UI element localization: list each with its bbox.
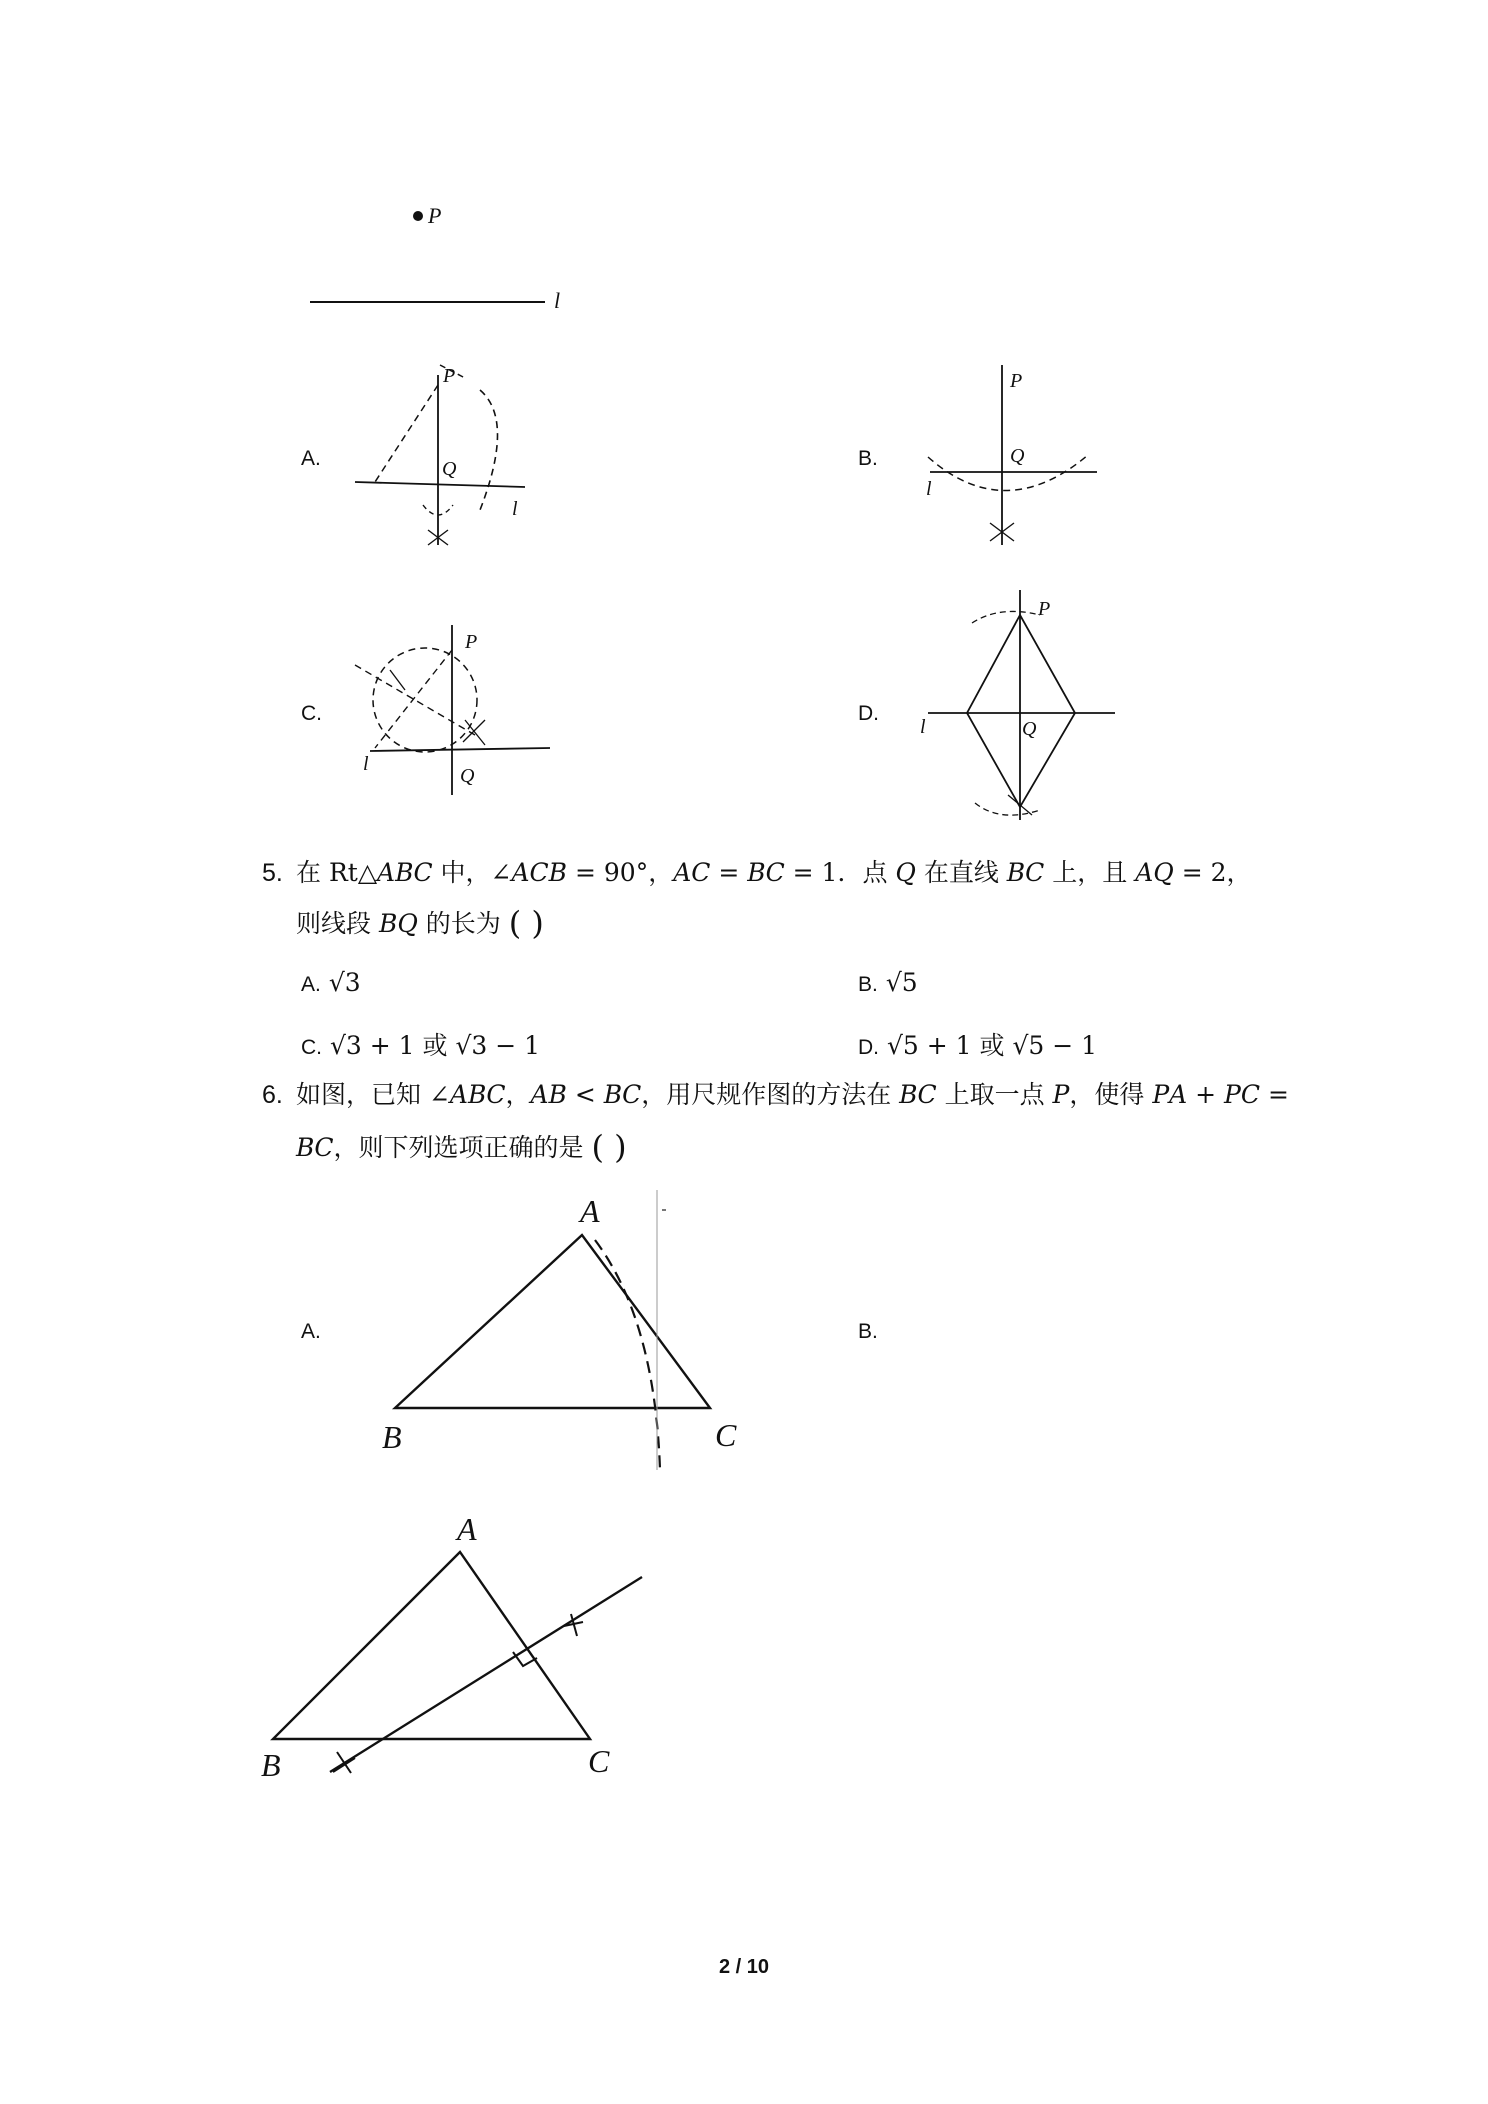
q6-number: 6. <box>262 1081 283 1109</box>
q6-bottom-b-label: B <box>261 1747 281 1783</box>
point-p-dot <box>413 211 423 221</box>
q4-option-d-figure <box>920 585 1140 825</box>
q4d-l-label: l <box>920 716 926 738</box>
q4c-l-label: l <box>363 753 369 775</box>
q4b-l-label: l <box>926 478 932 500</box>
q4-option-a-figure <box>340 360 560 550</box>
q6-option-b-letter[interactable]: B. <box>858 1320 878 1343</box>
q6a-a-label: A <box>580 1193 600 1229</box>
page-number: 2 / 10 <box>718 1956 770 1978</box>
q4d-p-label: P <box>1038 598 1051 620</box>
q6-text-line1: 如图，已知 ∠𝐴𝐵𝐶，𝐴𝐵 < 𝐵𝐶，用尺规作图的方法在 𝐵𝐶 上取一点 𝑃，使得 𝑃𝐴 + 𝑃𝐶 = <box>296 1080 1289 1109</box>
q4-option-a-letter[interactable]: A. <box>301 447 321 470</box>
q6-text-line2: 𝐵𝐶，则下列选项正确的是 <box>296 1133 584 1162</box>
q6-bottom-c-label: C <box>588 1743 610 1779</box>
q4-option-c-letter[interactable]: C. <box>301 702 322 725</box>
q4c-q-label: Q <box>460 765 475 787</box>
q4c-p-label: P <box>465 631 478 653</box>
q5-option-b[interactable] <box>858 968 918 997</box>
q5-option-c-letter: C. <box>301 1036 322 1059</box>
q6a-b-label: B <box>382 1419 402 1455</box>
q6-answer-paren[interactable]: ( ) <box>591 1128 627 1166</box>
q4b-q-label: Q <box>1010 445 1025 467</box>
q5-option-c-text: √3 + 1 或 √3 − 1 <box>330 1031 541 1060</box>
q6a-c-label: C <box>715 1417 737 1453</box>
top-figure <box>300 200 580 313</box>
q5-option-d[interactable] <box>858 1026 1097 1062</box>
q4a-q-label: Q <box>442 458 457 480</box>
q6-bottom-a-label: A <box>457 1511 477 1547</box>
q5-option-b-letter: B. <box>858 973 878 996</box>
q4-option-c-figure <box>345 620 565 790</box>
q5-text-line1: 在 Rt△𝐴𝐵𝐶 中，∠𝐴𝐶𝐵 = 90°，𝐴𝐶 = 𝐵𝐶 = 1．点 𝑄 在直线 𝐵𝐶 上，且 𝐴𝑄 = 2， <box>296 858 1252 887</box>
q4b-p-label: P <box>1010 370 1023 392</box>
q5-option-c[interactable] <box>301 1026 540 1062</box>
q4-option-b-letter[interactable]: B. <box>858 447 878 470</box>
q6-line2 <box>296 1128 627 1165</box>
q5-answer-paren[interactable]: ( ) <box>508 904 544 942</box>
q4-option-b-figure <box>910 365 1110 545</box>
point-p-label: P <box>428 203 442 228</box>
q4d-q-label: Q <box>1022 718 1037 740</box>
q5-option-d-letter: D. <box>858 1036 879 1059</box>
q5-option-a-letter: A. <box>301 973 321 996</box>
q5-line2 <box>296 904 544 941</box>
q6-option-a-figure <box>370 1180 750 1470</box>
q4-option-d-letter[interactable]: D. <box>858 702 879 725</box>
q5-option-d-text: √5 + 1 或 √5 − 1 <box>887 1031 1098 1060</box>
q5-number: 5. <box>262 859 283 887</box>
q6-option-a-letter[interactable]: A. <box>301 1320 321 1343</box>
q5-option-b-text: √5 <box>885 968 918 997</box>
q5-option-a[interactable] <box>301 968 361 997</box>
q5-text-line2: 则线段 𝐵𝑄 的长为 <box>296 909 501 938</box>
q4a-p-label: P <box>443 365 456 387</box>
q6-bottom-figure <box>255 1510 655 1783</box>
q4a-l-label: l <box>512 498 518 520</box>
q5-option-a-text: √3 <box>328 968 361 997</box>
line-l-label: l <box>554 288 561 313</box>
